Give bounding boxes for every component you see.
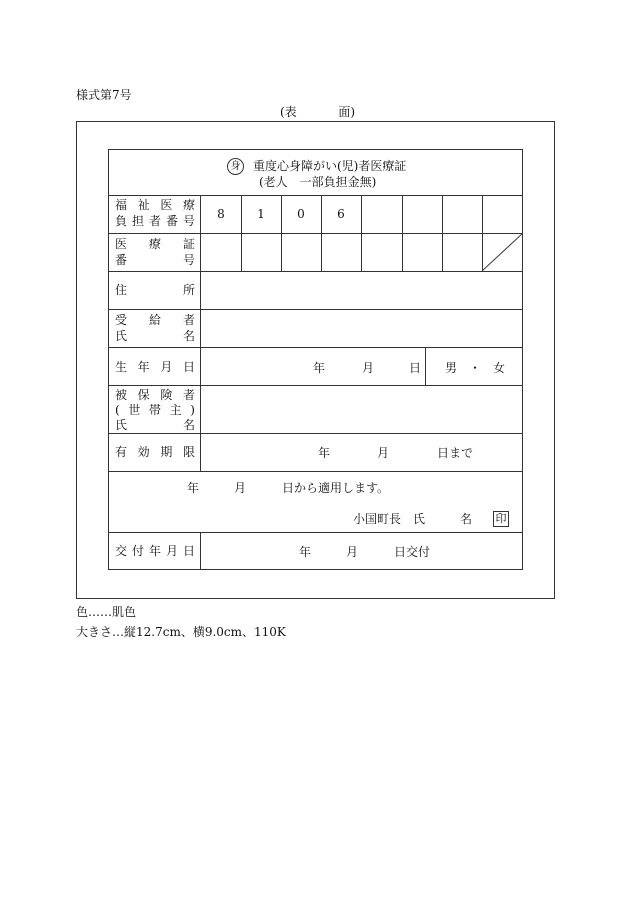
payer-digit-4: 6 [337, 207, 345, 221]
label-payer-line1: 福 祉 医 療 [115, 198, 195, 212]
payer-digit-2: 1 [257, 207, 265, 221]
issued-year: 年 [299, 545, 312, 559]
sex-field: 男 ・ 女 [445, 361, 506, 375]
label-medical-line2: 番 号 [115, 253, 195, 267]
applied-from: 日から適用します。 [282, 481, 390, 495]
mayor-name-label: 名 [460, 512, 473, 526]
label-issued: 交 付 年 月 日 [115, 544, 195, 558]
footer-color: 色……肌色 [76, 605, 137, 619]
label-insured-line2: ( 世 帯 主 ) [115, 403, 195, 417]
side-label-left: (表 [280, 105, 297, 119]
issued-month: 月 [346, 545, 359, 559]
card-title: 重度心身障がい(児)者医療証 [253, 159, 407, 173]
label-insured-line3: 氏 名 [115, 418, 195, 432]
footer-size: 大きさ…縦12.7cm、横9.0cm、110K [76, 625, 286, 639]
birth-month: 月 [362, 361, 375, 375]
applied-year: 年 [187, 481, 200, 495]
issued-day: 日交付 [394, 545, 431, 559]
label-validity: 有 効 期 限 [115, 445, 195, 459]
applied-month: 月 [234, 481, 247, 495]
validity-month: 月 [377, 446, 390, 460]
validity-year: 年 [318, 446, 331, 460]
validity-until: 日まで [437, 446, 474, 460]
label-recipient-line1: 受 給 者 [115, 313, 195, 327]
label-address: 住 所 [115, 283, 195, 297]
birth-year: 年 [313, 361, 326, 375]
mark-stamp: 身 [227, 158, 244, 175]
form-number: 様式第7号 [76, 88, 132, 102]
diagonal-slash [482, 233, 523, 271]
birth-day: 日 [409, 361, 422, 375]
payer-digit-3: 0 [297, 207, 305, 221]
medical-card [108, 149, 523, 570]
side-label-right: 面) [338, 105, 355, 119]
label-medical-line1: 医 療 証 [115, 237, 195, 251]
mayor-label: 小国町長 氏 [353, 512, 426, 526]
seal-stamp: 印 [493, 511, 509, 527]
label-insured-line1: 被 保 険 者 [115, 388, 195, 402]
card-subtitle: (老人 一部負担金無) [259, 175, 377, 189]
label-payer-line2: 負 担 者 番 号 [115, 214, 195, 228]
label-birthdate: 生 年 月 日 [115, 360, 195, 374]
label-recipient-line2: 氏 名 [115, 329, 195, 343]
payer-digit-1: 8 [217, 207, 225, 221]
